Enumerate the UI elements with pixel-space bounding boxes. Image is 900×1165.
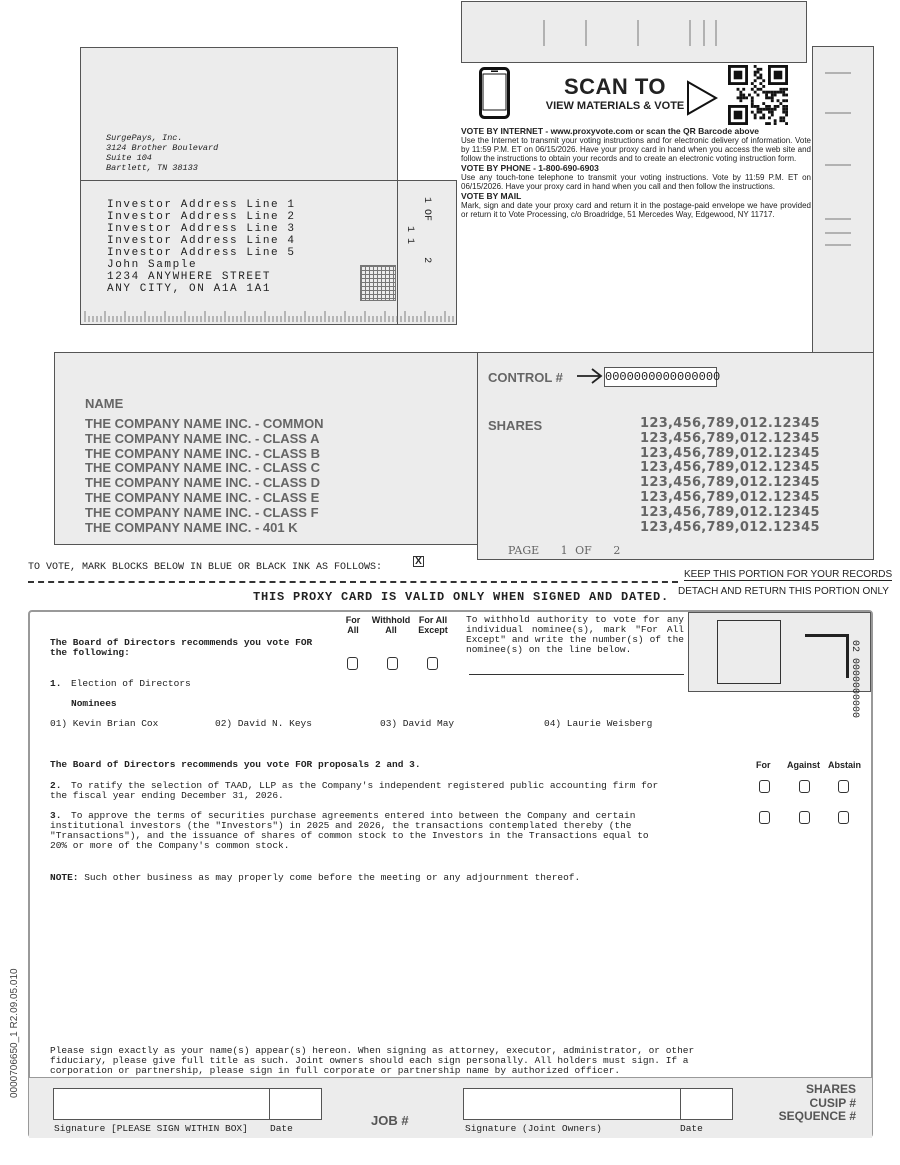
sender-address xyxy=(106,133,218,173)
mail-vote-heading: VOTE BY MAIL xyxy=(461,191,522,201)
share-amount: 123,456,789,012.12345 xyxy=(640,416,820,431)
nominee-exception-line[interactable] xyxy=(469,674,684,675)
proposal-number: 2. xyxy=(50,780,62,791)
internet-vote-heading: VOTE BY INTERNET - www.proxyvote.com or scan the QR Barcode above xyxy=(461,126,760,136)
mark-instruction: TO VOTE, MARK BLOCKS BELOW IN BLUE OR BLACK INK AS FOLLOWS: xyxy=(28,562,383,573)
keep-portion-note: KEEP THIS PORTION FOR YOUR RECORDS xyxy=(684,569,893,580)
sheet-of: OF xyxy=(421,209,432,222)
proposal-3-abstain-checkbox[interactable] xyxy=(838,811,849,824)
proposal-2-abstain-checkbox[interactable] xyxy=(838,780,849,793)
scan-title: SCAN TO xyxy=(563,74,667,99)
ballot-side-number: 02 0000000000 xyxy=(849,640,860,719)
share-amount: 123,456,789,012.12345 xyxy=(640,430,820,446)
company-name: THE COMPANY NAME INC. - CLASS E xyxy=(85,489,320,505)
mailing-line: Investor Address Line 1 xyxy=(107,199,296,211)
for-all-except-checkbox[interactable] xyxy=(427,657,438,670)
voting-instructions xyxy=(461,127,811,219)
for-all-checkbox[interactable] xyxy=(347,657,358,670)
share-amount: 123,456,789,012.12345 xyxy=(640,460,820,476)
joint-date-label: Date xyxy=(680,1123,703,1134)
job-number-label: JOB # xyxy=(371,1113,409,1128)
side-tab-strip xyxy=(812,46,874,354)
nominee: 01) Kevin Brian Cox xyxy=(50,718,159,729)
company-name: THE COMPANY NAME INC. - CLASS B xyxy=(85,445,320,461)
control-number-label: CONTROL # xyxy=(488,370,563,385)
proposal-text: Election of Directors xyxy=(71,678,191,689)
proposal-3-for-checkbox[interactable] xyxy=(759,811,770,824)
sender-line: Bartlett, TN 38133 xyxy=(106,163,198,173)
share-amount: 123,456,789,012.12345 xyxy=(640,489,820,505)
share-amount: 123,456,789,012.12345 xyxy=(640,504,820,520)
signature-label: Signature [PLEASE SIGN WITHIN BOX] xyxy=(54,1123,248,1134)
proposal-number: 3. xyxy=(50,810,62,821)
barcode-square xyxy=(717,620,781,684)
arrow-right-icon xyxy=(576,366,604,386)
note xyxy=(50,873,580,883)
col-for-all: For All xyxy=(345,615,361,635)
signature-box[interactable] xyxy=(53,1088,270,1120)
proposal-3 xyxy=(50,811,670,851)
internet-vote-text: Use the Internet to transmit your voting instructions and for electronic delivery of information. Vote by 11:59 P.M. ET on 06/15/2026. Have your proxy card in hand when you access the web site and follow the instructions to obtain your records and to create an electronic voting instruction form. xyxy=(461,136,811,163)
proposal-text: To approve the terms of securities purchase agreements entered into between the Company and certain institutional investors (the "Investors") in 2025 and 2026, the transactions contemplated thereby (the "Transactions"), and the issuance of shares of common stock to the Investors in the Transactions equal to 20% or more of the Company's common stock. xyxy=(50,810,649,851)
col-for-all-except: For All Except xyxy=(418,615,448,635)
mailing-line: 1234 ANYWHERE STREET xyxy=(107,271,272,283)
joint-signature-label: Signature (Joint Owners) xyxy=(465,1123,602,1134)
corner-registration-mark xyxy=(805,634,849,678)
page-total: 2 xyxy=(613,544,621,557)
side-strip-marks xyxy=(813,47,875,355)
page-label: PAGE xyxy=(508,544,540,557)
sheet-indicator-secondary: 1 1 xyxy=(404,226,415,245)
company-name: THE COMPANY NAME INC. - CLASS D xyxy=(85,475,320,491)
signature-instructions: Please sign exactly as your name(s) appear(s) hereon. When signing as attorney, executor, administrator, or other fiduciary, please give full title as such. Joint owners should each sign personally. All holders must sign. If a corporation or partnership, please sign in full corporate or partnership name by authorized officer. xyxy=(50,1045,695,1076)
form-code: 0000706650_1 R2.09.05.010 xyxy=(9,968,20,1098)
sequence-id: SEQUENCE # xyxy=(778,1109,856,1123)
postal-barcode-ruler xyxy=(84,310,454,322)
grid-mark xyxy=(360,265,396,301)
withhold-all-checkbox[interactable] xyxy=(387,657,398,670)
date-label: Date xyxy=(270,1123,293,1134)
board-recommendation-2: The Board of Directors recommends you vote FOR proposals 2 and 3. xyxy=(50,759,421,770)
mark-example-box: X xyxy=(413,556,424,567)
share-amount: 123,456,789,012.12345 xyxy=(640,519,820,535)
mailing-line: Investor Address Line 4 xyxy=(107,235,296,247)
share-amount: 123,456,789,012.12345 xyxy=(640,475,820,491)
detach-return-note: DETACH AND RETURN THIS PORTION ONLY xyxy=(678,586,889,597)
proposal-1 xyxy=(50,679,191,689)
sender-line: 3124 Brother Boulevard xyxy=(106,143,219,153)
page-indicator xyxy=(508,544,620,557)
nominee: 02) David N. Keys xyxy=(215,718,312,729)
control-number: 0000000000000000 xyxy=(604,367,717,387)
proposal-3-against-checkbox[interactable] xyxy=(799,811,810,824)
mailing-line: ANY CITY, ON A1A 1A1 xyxy=(107,283,272,295)
tracking-identifiers xyxy=(756,1083,856,1124)
name-label: NAME xyxy=(85,396,124,411)
phone-vote-heading: VOTE BY PHONE - 1-800-690-6903 xyxy=(461,163,599,173)
signature-date-box[interactable] xyxy=(269,1088,322,1120)
withhold-instructions: To withhold authority to vote for any individual nominee(s), mark "For All Except" and write the number(s) of the nominee(s) on the line below. xyxy=(466,614,684,655)
company-list xyxy=(85,417,324,535)
mailing-line: Investor Address Line 5 xyxy=(107,247,296,259)
cusip-id: CUSIP # xyxy=(809,1095,856,1110)
proposal-2 xyxy=(50,781,670,801)
company-name: THE COMPANY NAME INC. - 401 K xyxy=(85,519,298,535)
nominee: 04) Laurie Weisberg xyxy=(544,718,653,729)
shares-list xyxy=(640,417,820,535)
mailing-line: Investor Address Line 3 xyxy=(107,223,296,235)
share-amount: 123,456,789,012.12345 xyxy=(640,445,820,461)
nominee: 03) David May xyxy=(380,718,455,729)
detach-dashed-line xyxy=(28,581,678,583)
col-withhold-all: Withhold All xyxy=(371,615,411,635)
top-barcode xyxy=(461,1,807,63)
company-name: THE COMPANY NAME INC. - CLASS F xyxy=(85,504,319,520)
phone-vote-text: Use any touch-tone telephone to transmit your voting instructions. Vote by 11:59 P.M. ET on 06/15/2026. Have your proxy card in hand when you call and then follow the instructions. xyxy=(461,173,811,191)
qr-code-icon[interactable] xyxy=(728,65,788,125)
company-name: THE COMPANY NAME INC. - CLASS A xyxy=(85,430,320,446)
scan-heading xyxy=(520,75,710,113)
company-name: THE COMPANY NAME INC. - COMMON xyxy=(85,416,324,431)
sheet-indicator xyxy=(421,197,432,263)
mailing-address xyxy=(107,199,296,295)
col-against: Against xyxy=(787,760,821,770)
valid-notice: THIS PROXY CARD IS VALID ONLY WHEN SIGNED AND DATED. xyxy=(253,590,670,604)
sender-line: Suite 104 xyxy=(106,153,152,163)
note-label: NOTE: xyxy=(50,872,79,883)
joint-date-box[interactable] xyxy=(680,1088,733,1120)
note-text: Such other business as may properly come before the meeting or any adjournment thereof. xyxy=(84,872,581,883)
mailing-line: John Sample xyxy=(107,259,198,271)
page-of: OF xyxy=(575,544,592,557)
smartphone-icon xyxy=(479,67,510,119)
sheet-total: 2 xyxy=(421,257,432,264)
sheet-number: 1 xyxy=(421,197,432,204)
triangle-right-icon xyxy=(686,80,718,116)
company-name: THE COMPANY NAME INC. - CLASS C xyxy=(85,460,320,476)
joint-signature-box[interactable] xyxy=(463,1088,681,1120)
shares-label: SHARES xyxy=(488,418,543,433)
board-recommendation-1: The Board of Directors recommends you vote FOR the following: xyxy=(50,637,313,658)
proposal-text: To ratify the selection of TAAD, LLP as the Company's independent registered public accounting firm for the fiscal year ending December 31, 2026. xyxy=(50,780,659,801)
barcode-icon xyxy=(462,2,808,64)
col-abstain: Abstain xyxy=(828,760,862,770)
scan-subtitle: VIEW MATERIALS & VOTE xyxy=(545,100,685,112)
proposal-2-for-checkbox[interactable] xyxy=(759,780,770,793)
nominees-label: Nominees xyxy=(71,698,117,709)
proposal-number: 1. xyxy=(50,678,62,689)
proposal-2-against-checkbox[interactable] xyxy=(799,780,810,793)
mailing-line: Investor Address Line 2 xyxy=(107,211,296,223)
page-current: 1 xyxy=(560,544,568,557)
col-for: For xyxy=(756,760,771,770)
sender-line: SurgePays, Inc. xyxy=(106,133,183,143)
sheet-count-strip xyxy=(397,180,457,325)
mail-vote-text: Mark, sign and date your proxy card and return it in the postage-paid envelope we have provided or return it to Vote Processing, c/o Broadridge, 51 Mercedes Way, Edgewood, NY 11717. xyxy=(461,201,811,219)
proposal-column-headers xyxy=(750,760,866,772)
shares-id: SHARES xyxy=(805,1082,856,1096)
